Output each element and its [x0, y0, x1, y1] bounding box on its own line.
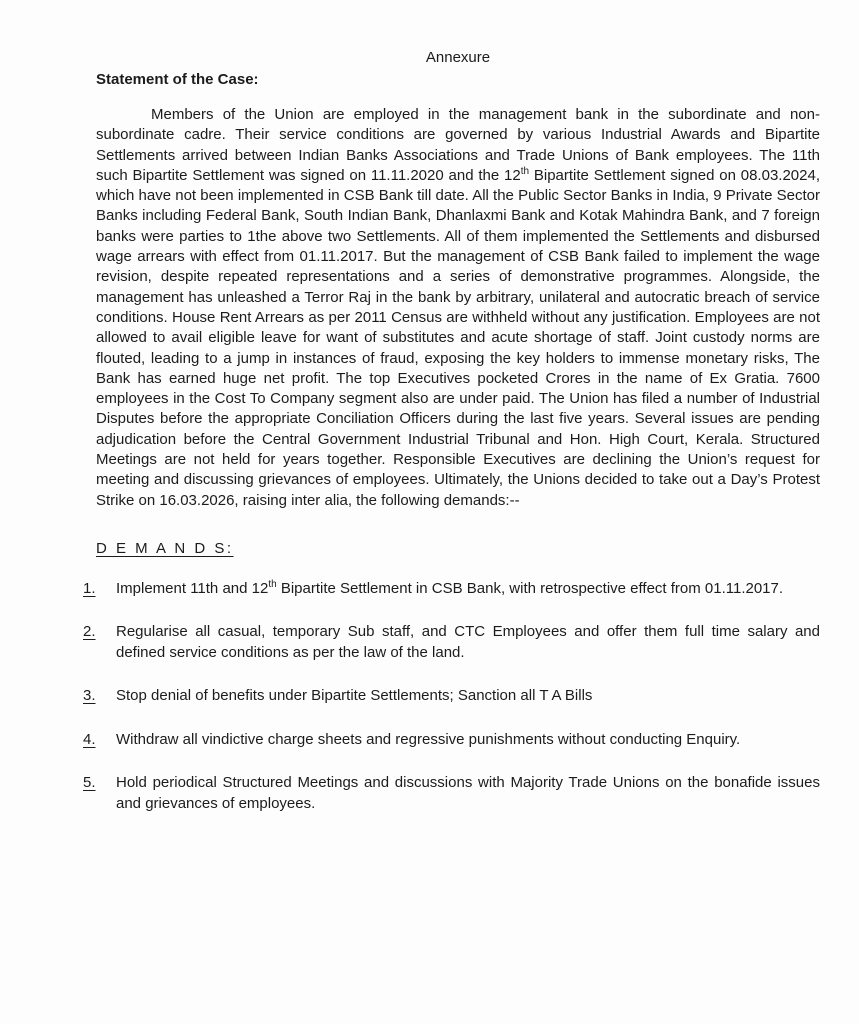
demand-number: 1. — [83, 579, 96, 597]
demand-text: Implement 11th and 12th Bipartite Settlement in CSB Bank, with retrospective effect from 01.11.2017. — [116, 578, 784, 597]
demand-item — [83, 622, 820, 663]
demand-item — [83, 686, 820, 707]
demands-heading: D E M A N D S: — [96, 539, 234, 557]
demand-item — [83, 730, 820, 751]
demand-number: 2. — [83, 623, 96, 641]
demand-number: 3. — [83, 687, 96, 705]
demand-text: Withdraw all vindictive charge sheets and regressive punishments without conducting Enquiry. — [116, 730, 741, 748]
demand-text: Hold periodical Structured Meetings and discussions with Majority Trade Unions on the bonafide issues and grievances of employees. — [116, 774, 820, 812]
demand-text: Stop denial of benefits under Bipartite Settlements; Sanction all T A Bills — [116, 687, 593, 705]
statement-paragraph: Members of the Union are employed in the management bank in the subordinate and non-subordinate cadre. Their service conditions are governed by various Industrial Awards and Bipartite Settlements arrived between Indian Banks Associations and Trade Unions of Bank employees. The 11th such Bipartite Settlement was signed on 11.11.2020 and the 12th Bipartite Settlement signed on 08.03.2024, which have not been implemented in CSB Bank till date. All the Public Sector Banks in India, 9 Private Sector Banks including Federal Bank, South Indian Bank, Dhanlaxmi Bank and Kotak Mahindra Bank, and 7 foreign banks were parties to 1the above two Settlements. All of them implemented the Settlements and disbursed wage arrears with effect from 01.11.2017. But the management of CSB Bank failed to implement the wage revision, despite repeated representations and a series of demonstrative programmes. Alongside, the management has unleashed a Terror Raj in the bank by arbitrary, unilateral and autocratic breach of service conditions. House Rent Arrears as per 2011 Census are withheld without any justification. Employees are not allowed to avail eligible leave for want of substitutes and acute shortage of staff. Joint custody norms are flouted, leading to a jump in instances of fraud, exposing the key holders to immense monetary risks, The Bank has earned huge net profit. The top Executives pocketed Crores in the name of Ex Gratia. 7600 employees in the Cost To Company segment also are under paid. The Union has filed a number of Industrial Disputes before the appropriate Conciliation Officers during the last five years. Several issues are pending adjudication before the Central Government Industrial Tribunal and Hon. High Court, Kerala. Structured Meetings are not held for years together. Responsible Executives are declining the Union’s request for meeting and discussing grievances of employees. Ultimately, the Unions decided to take out a Day’s Protest Strike on 16.03.2026, raising inter alia, the following demands:-- — [96, 106, 820, 509]
demand-text: Regularise all casual, temporary Sub staff, and CTC Employees and offer them full time salary and defined service conditions as per the law of the land. — [116, 623, 820, 661]
statement-heading: Statement of the Case: — [96, 71, 259, 88]
annexure-label: Annexure — [425, 49, 491, 66]
demands-list — [83, 578, 820, 815]
demand-item — [83, 773, 820, 814]
demand-number: 5. — [83, 774, 96, 792]
demand-number: 4. — [83, 730, 96, 748]
demand-item — [83, 578, 820, 600]
